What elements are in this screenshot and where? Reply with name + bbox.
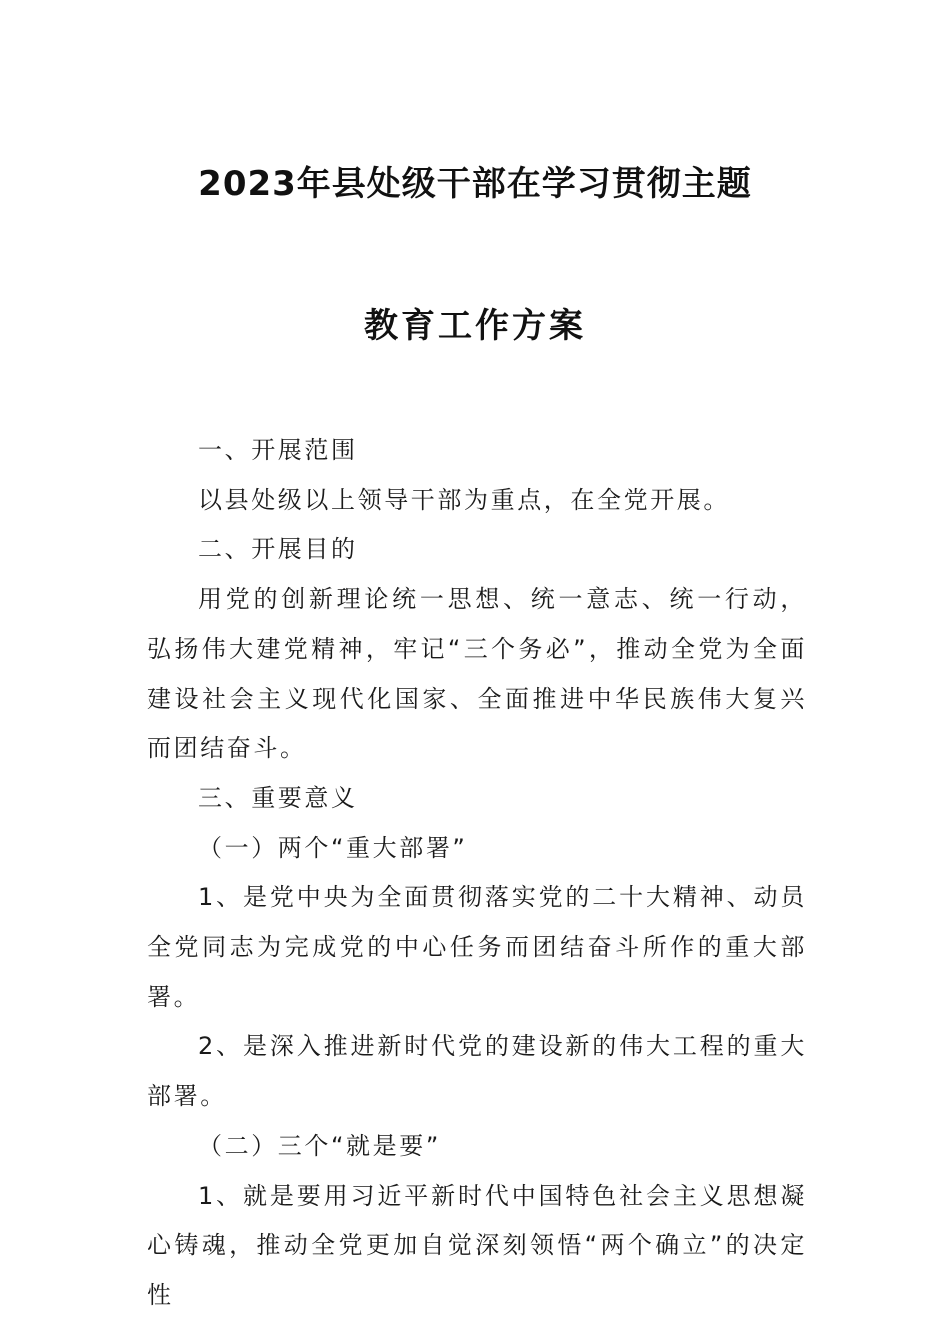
section-heading-purpose: 二、开展目的: [198, 535, 358, 564]
paragraph-scope: 以县处级以上领导干部为重点，在全党开展。: [198, 485, 730, 514]
document-title-line-1: 2023年县处级干部在学习贯彻主题: [198, 164, 752, 204]
paragraph-must-1: 1、就是要用习近平新时代中国特色社会主义思想凝心铸魂，推动全党更加自觉深刻领悟“两个确立”的决定性: [147, 1181, 807, 1309]
subheading-two-deployments: （一）两个“重大部署”: [198, 833, 468, 862]
section-heading-significance: 三、重要意义: [198, 783, 358, 812]
subheading-three-musts: （二）三个“就是要”: [198, 1131, 441, 1160]
section-heading-scope: 一、开展范围: [198, 436, 358, 464]
document-body: [147, 426, 807, 1321]
paragraph-deployment-2: 2、是深入推进新时代党的建设新的伟大工程的重大部署。: [147, 1032, 807, 1111]
paragraph-purpose: 用党的创新理论统一思想、统一意志、统一行动，弘扬伟大建党精神，牢记“三个务必”，推动全党为全面建设社会主义现代化国家、全面推进中华民族伟大复兴而团结奋斗。: [147, 585, 807, 763]
paragraph-deployment-1: 1、是党中央为全面贯彻落实党的二十大精神、动员全党同志为完成党的中心任务而团结奋斗所作的重大部署。: [147, 883, 807, 1011]
document-title-line-2: 教育工作方案: [364, 306, 586, 346]
